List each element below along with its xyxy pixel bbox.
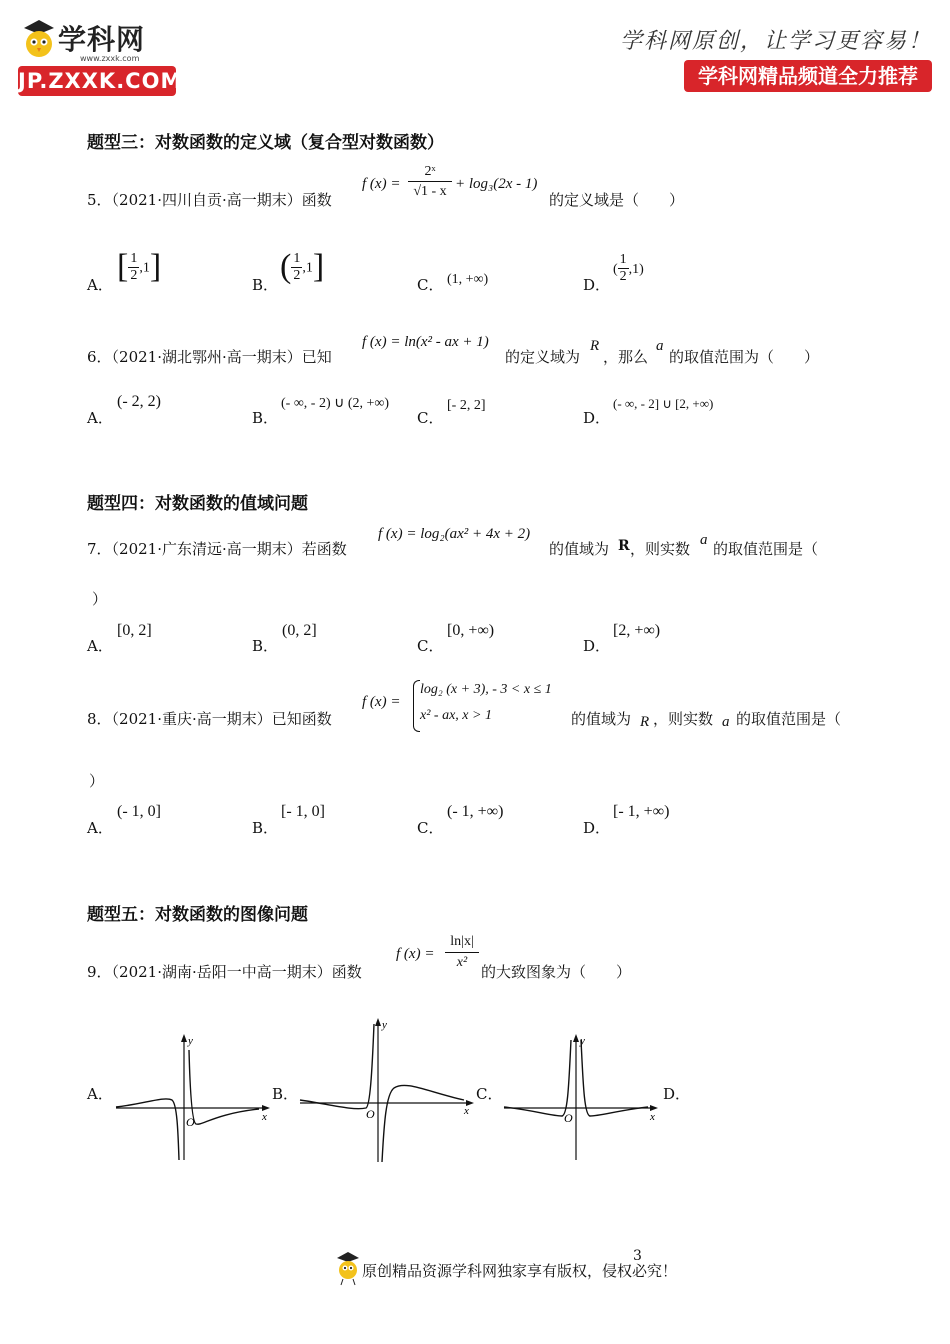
logo-url: www.zxxk.com (80, 54, 140, 63)
q8-stem-mid2: ，则实数 (653, 710, 714, 728)
q8-formula-lhs: f (x) = (362, 694, 401, 710)
q6-option-d-label[interactable]: D． (583, 409, 611, 427)
graph-b-y-arrow (375, 1018, 381, 1026)
header-banner-text: 学科网精品频道全力推荐 (698, 64, 918, 88)
graph-a-x-label: x (262, 1111, 267, 1123)
q6-stem-mid: 的定义域为 (505, 348, 581, 366)
q7-var-r: R (618, 538, 630, 554)
graph-a-origin: O (186, 1115, 195, 1129)
q7-option-a-value: [0, 2] (117, 622, 152, 639)
question-5-stem-end: 的定义域是（ ） (549, 191, 685, 209)
q5-formula-den: √1 - x (413, 184, 447, 199)
q8-option-a-value: (- 1, 0] (117, 803, 161, 820)
q8-option-d-value: [- 1, +∞) (613, 803, 670, 820)
graph-b-origin: O (366, 1107, 375, 1121)
q6-option-c-label[interactable]: C． (417, 409, 444, 427)
owl-mascot-icon (20, 18, 58, 64)
header-slogan: 学科网原创，让学习更容易！ (619, 29, 932, 54)
q6-option-c-value: [- 2, 2] (447, 398, 486, 413)
q7-option-d-label[interactable]: D． (583, 637, 611, 655)
q8-option-b-value: [- 1, 0] (281, 803, 325, 820)
q9-option-c-label[interactable]: C． (476, 1085, 503, 1103)
q6-option-d-value: (- ∞, - 2] ∪ [2, +∞) (613, 396, 714, 411)
q7-option-b-value: (0, 2] (282, 622, 317, 639)
section-title-4: 题型四：对数函数的值域问题 (87, 494, 308, 514)
q8-var-a: a (722, 714, 730, 730)
q7-option-a-label[interactable]: A． (87, 637, 113, 655)
q9-formula-fraction (445, 932, 479, 973)
graph-c-y-arrow (573, 1034, 579, 1042)
q8-option-d-label[interactable]: D． (583, 819, 611, 837)
q6-var-r: R (590, 338, 600, 354)
graph-a-y-arrow (181, 1034, 187, 1042)
q8-stem-mid: 的值域为 (571, 710, 632, 728)
q8-stem-close: ） (89, 772, 105, 790)
q6-stem-end: 的取值范围为（ ） (669, 348, 820, 366)
graph-a-curve-right (189, 1050, 259, 1124)
q9-option-b-label[interactable]: B． (272, 1085, 299, 1103)
q6-formula: f (x) = ln(x² - ax + 1) (362, 334, 489, 350)
q5-option-c-value: (1, +∞) (447, 272, 489, 287)
graph-a-y-label: y (188, 1035, 193, 1047)
q6-var-a: a (656, 338, 664, 354)
q5-formula-lhs: f (x) = (362, 176, 401, 192)
graph-b-x-label: x (464, 1105, 469, 1117)
q9-option-d-label[interactable]: D． (663, 1085, 691, 1103)
q9-formula-lhs: f (x) = (396, 946, 435, 962)
q9-formula-den: x² (456, 955, 468, 970)
logo (18, 14, 188, 100)
graph-c (502, 1030, 662, 1165)
section-title-3: 题型三：对数函数的定义域（复合型对数函数） (87, 133, 444, 153)
graph-c-x-label: x (650, 1111, 655, 1123)
q8-option-c-value: (- 1, +∞) (447, 803, 504, 820)
q7-option-c-value: [0, +∞) (447, 622, 495, 639)
q7-stem-mid2: ，则实数 (630, 540, 691, 558)
q8-stem-end: 的取值范围是（ (736, 710, 842, 728)
graph-b-curve-right (382, 1085, 464, 1162)
q5-formula-num: 2ˣ (408, 163, 452, 182)
graph-c-y-label: y (580, 1035, 585, 1047)
logo-site-bar (18, 66, 183, 96)
q8-option-c-label[interactable]: C． (417, 819, 444, 837)
q5-option-c-label[interactable]: C． (417, 276, 444, 294)
question-9-stem: 9．（2021·湖南·岳阳一中高一期末）函数 (87, 963, 362, 981)
q6-stem-mid2: ，那么 (603, 348, 649, 366)
q8-option-a-label[interactable]: A． (87, 819, 113, 837)
q8-case-2: x² - ax, x > 1 (420, 708, 492, 723)
q7-option-c-label[interactable]: C． (417, 637, 444, 655)
q5-option-a-label[interactable]: A． (87, 276, 113, 294)
q5-option-a-value: [ $\frac{1}{2}$ ,1] (117, 248, 162, 285)
q7-stem-end: 的取值范围是（ (713, 540, 819, 558)
logo-text: 学科网 (58, 23, 146, 56)
q7-stem-mid: 的值域为 (549, 540, 610, 558)
graph-c-curve-left (504, 1040, 571, 1116)
header-banner (684, 60, 932, 92)
question-6-stem: 6．（2021·湖北鄂州·高一期末）已知 (87, 348, 332, 366)
footer-owl-icon (335, 1250, 361, 1286)
question-8-stem: 8．（2021·重庆·高一期末）已知函数 (87, 710, 332, 728)
q5-option-b-value: ( $\frac{1}{2}$ ,1] (280, 248, 325, 285)
question-5-stem: 5．（2021·四川自贡·高一期末）函数 (87, 191, 332, 209)
q5-option-d-value: ( $\frac{1}{2}$ ,1) (613, 252, 644, 284)
q5-option-b-label[interactable]: B． (252, 276, 279, 294)
q7-stem-close: ） (92, 590, 108, 608)
q8-option-b-label[interactable]: B． (252, 819, 279, 837)
question-9-stem-end: 的大致图象为（ ） (481, 963, 632, 981)
q7-formula: f (x) = log₂(ax² + 4x + 2) (378, 526, 531, 542)
graph-a (114, 1030, 274, 1165)
q8-var-r: R (640, 714, 650, 730)
q5-option-d-label[interactable]: D． (583, 276, 611, 294)
graph-c-origin: O (564, 1111, 573, 1125)
q5-formula-fraction (408, 163, 452, 202)
question-7-stem: 7．（2021·广东清远·高一期末）若函数 (87, 540, 347, 558)
q6-option-b-label[interactable]: B． (252, 409, 279, 427)
footer-text: 原创精品资源学科网独家享有版权，侵权必究！ (362, 1262, 678, 1280)
section-title-5: 题型五：对数函数的图像问题 (87, 905, 308, 925)
q7-option-b-label[interactable]: B． (252, 637, 279, 655)
q6-option-a-value: (- 2, 2) (117, 393, 161, 410)
q7-var-a: a (700, 532, 708, 548)
q9-option-a-label[interactable]: A． (87, 1085, 113, 1103)
graph-b-curve-left (300, 1024, 374, 1109)
q8-case-1: log₂ (x + 3), - 3 < x ≤ 1 (420, 682, 552, 697)
graph-c-curve-right (581, 1040, 648, 1116)
graph-b-y-label: y (382, 1019, 387, 1031)
q7-option-d-value: [2, +∞) (613, 622, 661, 639)
q9-formula-num: ln|x| (445, 932, 479, 953)
q5-formula-tail: + log₃(2x - 1) (455, 176, 538, 192)
page-number: 3 (633, 1248, 642, 1264)
q8-brace (413, 680, 420, 732)
q6-option-b-value: (- ∞, - 2) ∪ (2, +∞) (281, 396, 390, 411)
graph-b (298, 1014, 478, 1164)
q6-option-a-label[interactable]: A． (87, 409, 113, 427)
logo-site: JP.ZXXK.COM (18, 69, 183, 93)
